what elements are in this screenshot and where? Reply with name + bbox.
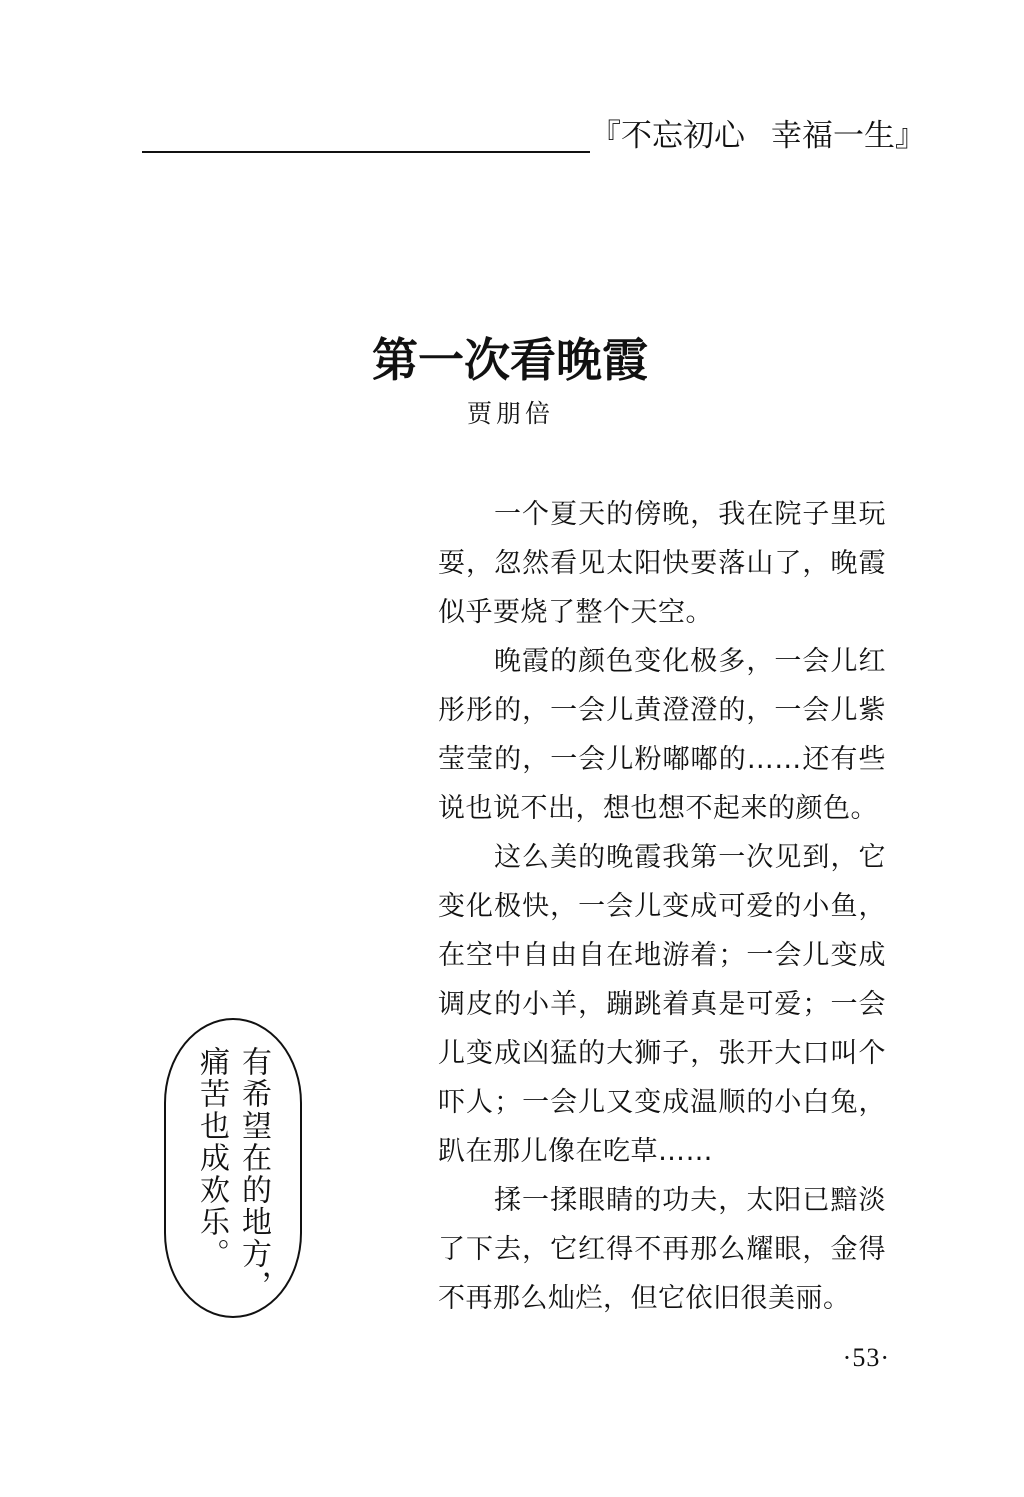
paragraph-1: 一个夏天的傍晚，我在院子里玩耍，忽然看见太阳快要落山了，晚霞似乎要烧了整个天空。 [438,499,886,628]
header-rule [142,151,590,153]
sidebar-quote-box [164,1018,302,1318]
running-header-part2: 幸福一生』 [771,118,926,154]
running-header-part1: 『不忘初心 [590,118,745,154]
article-body [438,490,886,1323]
sidebar-quote-text: 有希望在的地方，痛苦也成欢乐。 [194,1046,271,1302]
running-header [590,114,926,158]
article-author: 贾朋倍 [467,399,555,428]
article-title: 第一次看晚霞 [372,333,648,387]
paragraph-3: 这么美的晚霞我第一次见到，它变化极快，一会儿变成可爱的小鱼，在空中自由自在地游着；一会儿变成调皮的小羊，蹦跳着真是可爱；一会儿变成凶猛的大狮子，张开大口叫个吓人；一会儿又变成温顺的小白兔，趴在那儿像在吃草…… [438,842,886,1167]
page-number: ·53· [842,1343,890,1372]
paragraph-2: 晚霞的颜色变化极多，一会儿红彤彤的，一会儿黄澄澄的，一会儿紫莹莹的，一会儿粉嘟嘟的……还有些说也说不出，想也想不起来的颜色。 [438,646,886,824]
paragraph-4: 揉一揉眼睛的功夫，太阳已黯淡了下去，它红得不再那么耀眼，金得不再那么灿烂，但它依旧很美丽。 [438,1185,886,1314]
